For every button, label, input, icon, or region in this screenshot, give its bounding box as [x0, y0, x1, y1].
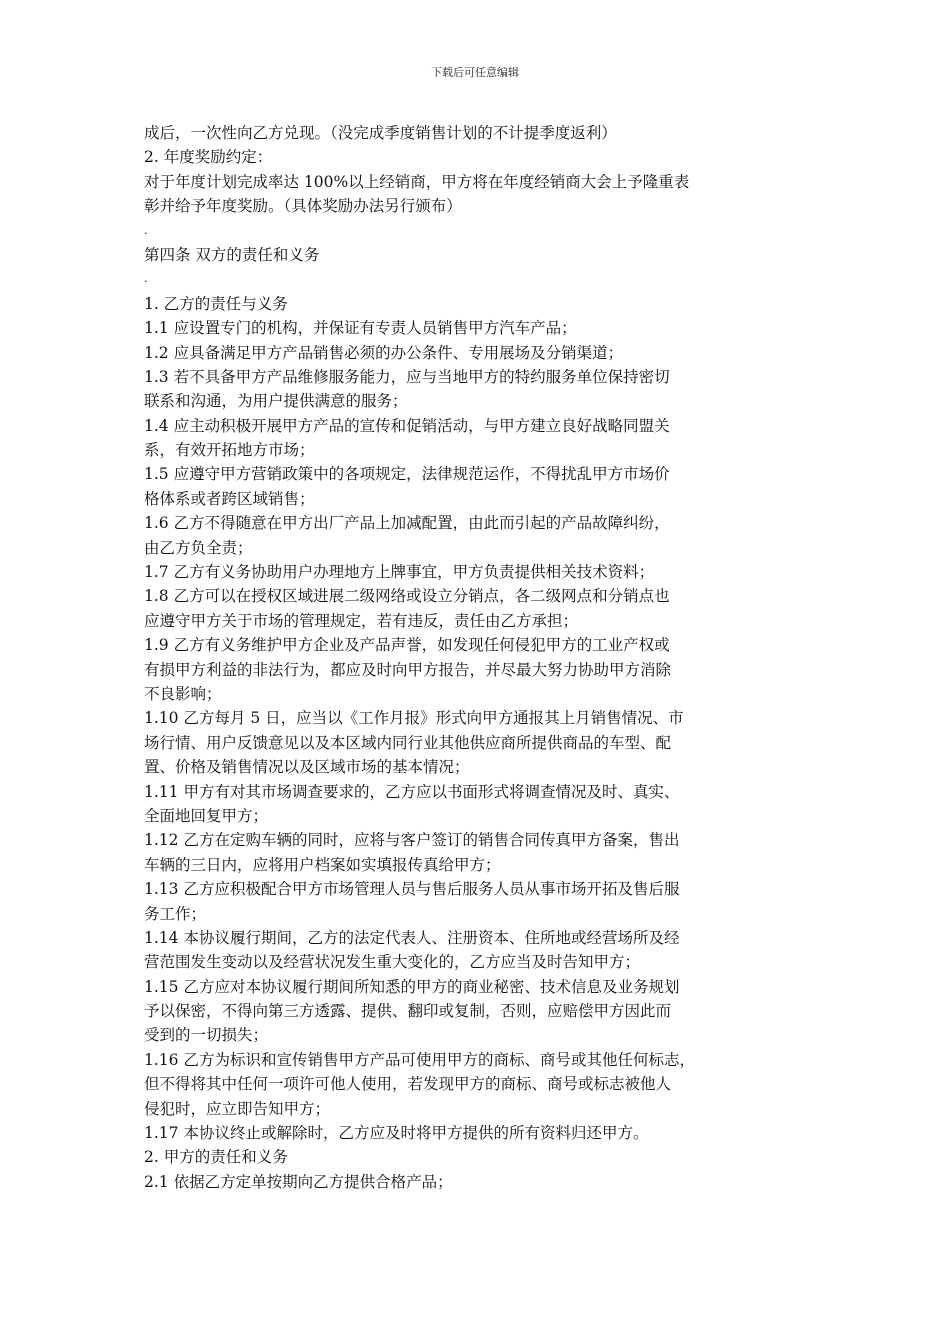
- text-line: 对于年度计划完成率达 100%以上经销商，甲方将在年度经销商大会上予隆重表: [144, 172, 690, 191]
- text-line: .: [144, 223, 148, 237]
- text-line: 系，有效开拓地方市场；: [144, 441, 315, 460]
- page-header: 下载后可任意编辑: [431, 66, 519, 79]
- text-line: .: [144, 272, 148, 286]
- text-line: 1.13 乙方应积极配合甲方市场管理人员与售后服务人员从事市场开拓及售后服: [144, 880, 680, 899]
- text-line: 1.10 乙方每月 5 日，应当以《工作月报》形式向甲方通报其上月销售情况、市: [144, 709, 684, 728]
- text-line: 1.11 甲方有对其市场调查要求的，乙方应以书面形式将调查情况及时、真实、: [144, 782, 680, 801]
- text-line: 1.12 乙方在定购车辆的同时，应将与客户签订的销售合同传真甲方备案，售出: [144, 831, 680, 850]
- text-line: 车辆的三日内，应将用户档案如实填报传真给甲方；: [144, 855, 501, 874]
- text-line: 1.17 本协议终止或解除时，乙方应及时将甲方提供的所有资料归还甲方。: [144, 1124, 649, 1143]
- text-line: 2. 甲方的责任和义务: [144, 1148, 288, 1167]
- text-line: 应遵守甲方关于市场的管理规定，若有违反，责任由乙方承担；: [144, 611, 579, 630]
- text-line: 侵犯时，应立即告知甲方；: [144, 1099, 331, 1118]
- text-line: 1.8 乙方可以在授权区域进展二级网络或设立分销点，各二级网点和分销点也: [144, 587, 670, 606]
- text-line: 1.16 乙方为标识和宣传销售甲方产品可使用甲方的商标、商号或其他任何标志，: [144, 1050, 695, 1069]
- text-line: 由乙方负全责；: [144, 538, 253, 557]
- document-body: [144, 121, 824, 1194]
- text-line: 予以保密，不得向第三方透露、提供、翻印或复制，否则，应赔偿甲方因此而: [144, 1002, 672, 1021]
- text-line: 受到的一切损失；: [144, 1026, 269, 1045]
- text-line: 场行情、用户反馈意见以及本区域内同行业其他供应商所提供商品的车型、配: [144, 733, 672, 752]
- text-line: 1.9 乙方有义务维护甲方企业及产品声誉，如发现任何侵犯甲方的工业产权或: [144, 636, 670, 655]
- text-line: 务工作；: [144, 904, 207, 923]
- text-line: 有损甲方利益的非法行为，都应及时向甲方报告，并尽最大努力协助甲方消除: [144, 660, 672, 679]
- text-line: 1.1 应设置专门的机构，并保证有专责人员销售甲方汽车产品；: [144, 319, 577, 338]
- text-line: 2. 年度奖励约定：: [144, 148, 273, 167]
- text-line: 1.14 本协议履行期间，乙方的法定代表人、注册资本、住所地或经营场所及经: [144, 928, 680, 947]
- text-line: 格体系或者跨区域销售；: [144, 489, 315, 508]
- text-line: 成后，一次性向乙方兑现。（没完成季度销售计划的不计提季度返利）: [144, 124, 617, 142]
- text-line: 营范围发生变动以及经营状况发生重大变化的，乙方应当及时告知甲方；: [144, 953, 641, 972]
- text-line: 不良影响；: [144, 684, 222, 703]
- text-line: 1.7 乙方有义务协助用户办理地方上牌事宜，甲方负责提供相关技术资料；: [144, 563, 655, 582]
- text-line: 1. 乙方的责任与义务: [144, 294, 288, 313]
- text-line: 彰并给予年度奖励。（具体奖励办法另行颁布）: [144, 197, 462, 216]
- text-line: 但不得将其中任何一项许可他人使用，若发现甲方的商标、商号或标志被他人: [144, 1075, 672, 1094]
- text-line: 联系和沟通，为用户提供满意的服务；: [144, 392, 408, 411]
- text-line: 1.2 应具备满足甲方产品销售必须的办公条件、专用展场及分销渠道；: [144, 343, 624, 362]
- text-line: 1.15 乙方应对本协议履行期间所知悉的甲方的商业秘密、技术信息及业务规划: [144, 977, 680, 996]
- text-line: 第四条 双方的责任和义务: [144, 245, 320, 264]
- text-line: 置、价格及销售情况以及区域市场的基本情况；: [144, 758, 470, 777]
- text-line: 全面地回复甲方；: [144, 806, 269, 825]
- text-line: 1.6 乙方不得随意在甲方出厂产品上加减配置，由此而引起的产品故障纠纷，: [144, 514, 670, 533]
- text-line: 1.3 若不具备甲方产品维修服务能力，应与当地甲方的特约服务单位保持密切: [144, 367, 670, 386]
- text-line: 1.4 应主动积极开展甲方产品的宣传和促销活动，与甲方建立良好战略同盟关: [144, 416, 670, 435]
- text-line: 2.1 依据乙方定单按期向乙方提供合格产品；: [144, 1172, 453, 1191]
- text-line: 1.5 应遵守甲方营销政策中的各项规定，法律规范运作，不得扰乱甲方市场价: [144, 465, 670, 484]
